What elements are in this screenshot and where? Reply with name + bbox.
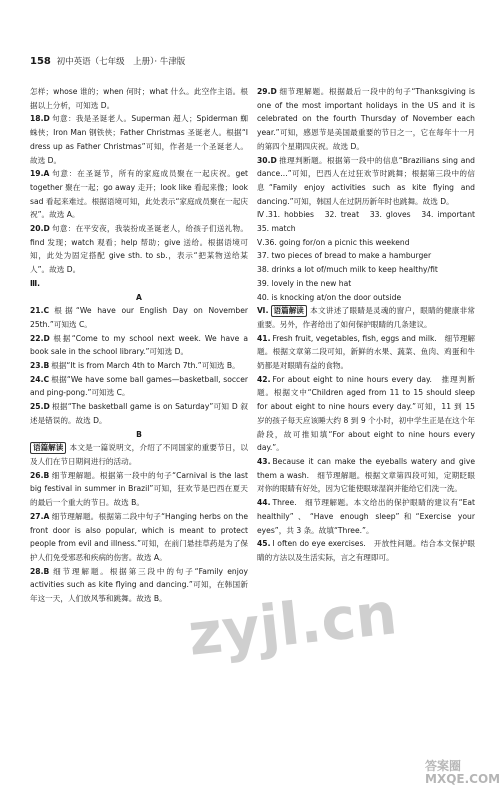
answer-item — [257, 455, 475, 496]
answer-item — [257, 496, 475, 537]
answer-item — [257, 373, 475, 455]
corner-watermark-logo — [425, 760, 500, 786]
answer-number: 18.D — [30, 114, 50, 124]
book-title: 初中英语（七年级 上册）· 牛津版 — [56, 57, 186, 67]
answer-item — [30, 400, 248, 427]
answer-item — [30, 469, 248, 510]
passage-summary — [30, 441, 248, 468]
passage-summary-text: 本文讲述了眼睛是灵魂的窗户，眼睛的健康非常重要。另外，作者给出了如何保护眼睛的几条建议。 — [257, 306, 476, 329]
answer-number: 44. — [257, 498, 271, 508]
answer-explanation: 句意：在圣诞节，所有的家庭成员聚在一起庆祝。get together 聚在一起；go away 走开；look like 看起来像；look sad 看起来难过。根据语境可知，此处表示“家庭成员聚在一起庆祝”。故选 A。 — [30, 169, 248, 220]
section-heading: A — [136, 292, 142, 302]
answer-line: 39. lovely in the new hat — [257, 278, 352, 288]
answer-explanation: Three. 细节理解题。本文给出的保护眼睛的建议有“Eat healthily”、“Have enough sleep”和“Exercise your eyes”，共 3 条。故填“Three.”。 — [257, 498, 475, 535]
answer-number: 27.A — [30, 511, 50, 521]
passage-summary-tag: 语篇解读 — [30, 442, 66, 454]
answer-number: 42. — [257, 374, 271, 384]
passage-summary-text: 本文是一篇说明文，介绍了不同国家的重要节日，以及人们在节日期间进行的活动。 — [30, 443, 248, 466]
answer-number: 20.D — [30, 224, 50, 234]
answer-item — [30, 167, 248, 222]
answer-number: 30.D — [257, 155, 277, 165]
answer-item — [30, 304, 248, 331]
section-heading: B — [136, 429, 142, 439]
answer-line: 38. drinks a lot of/much milk to keep healthy/fit — [257, 265, 438, 275]
answer-item — [30, 112, 248, 167]
answer-line: Ⅴ.36. going for/on a picnic this weekend — [257, 237, 410, 247]
answer-item — [30, 510, 248, 565]
answer-number: 19.A — [30, 169, 50, 179]
answer-item — [30, 359, 248, 373]
part-heading: Ⅲ. — [30, 278, 41, 288]
answer-explanation: 根据“We have our English Day on November 25th.”可知选 C。 — [30, 306, 248, 329]
part-heading: Ⅵ. — [257, 306, 269, 316]
answer-number: 24.C — [30, 374, 50, 384]
answer-number: 25.D — [30, 402, 50, 412]
answer-number: 41. — [257, 333, 271, 343]
answer-item — [257, 154, 475, 209]
answer-item — [257, 332, 475, 373]
answer-explanation: 句意：在平安夜，我装扮成圣诞老人，给孩子们送礼物。find 发现；watch 观看；help 帮助；give 送给。根据语境可知，此处为固定搭配 give sth. to sb.，表示“把某物送给某人”。故选 D。 — [30, 224, 248, 275]
page-header — [30, 55, 470, 69]
answer-item — [30, 222, 248, 277]
answer-number: 29.D — [257, 87, 277, 96]
answer-line: Ⅳ.31. hobbies 32. treat 33. gloves 34. important 35. match — [257, 210, 483, 234]
passage-summary — [257, 304, 475, 331]
answer-number: 45. — [257, 539, 271, 549]
answer-explanation: 根据“It is from March 4th to March 7th.”可知选 B。 — [51, 361, 240, 371]
answer-item — [30, 332, 248, 359]
answer-explanation: Fresh fruit, vegetables, fish, eggs and milk. 细节理解题。根据文章第二段可知，新鲜的水果、蔬菜、鱼肉、鸡蛋和牛奶都是对眼睛有益的食物。 — [257, 333, 475, 371]
passage-summary-tag: 语篇解读 — [271, 305, 307, 317]
answer-number: 43. — [257, 456, 271, 466]
watermark-text: zyjl.cn — [185, 579, 401, 669]
answer-number: 28.B — [30, 566, 50, 576]
answer-explanation: 根据“We have some ball games—basketball, soccer and ping-pong.”可知选 C。 — [30, 374, 248, 398]
answer-explanation: 根据“The basketball game is on Saturday”可知 D 叙述是错误的。故选 D。 — [30, 402, 248, 425]
answer-explanation: 推理判断题。根据第一段中的信息“Brazilians sing and dance…”可知，巴西人在过狂欢节时跳舞；根据第三段中的信息“Family enjoy activities such as kite flying and dancing.”可知，韩国人在过阴历新年时也跳舞。故选 D。 — [257, 155, 475, 206]
answer-number: 22.D — [30, 333, 50, 343]
answer-explanation: 根据“Come to my school next week. We have a book sale in the school library.”可知选 D。 — [30, 333, 248, 357]
answer-item — [30, 373, 248, 400]
answer-explanation: 细节理解题。根据最后一段中的句子“Thanksgiving is one of the most important holidays in the US and it is celebrated on the fourth Thursday of November each year.”可知，感恩节是美国最重要的节日之一，它在每年十一月的第四个星期四庆祝。故选 D。 — [257, 87, 475, 151]
answer-explanation: 细节理解题。根据第二段中句子“Hanging herbs on the front door is also popular, which is meant to protect people from evil and illness.”可知，在前门悬挂草药是为了保护人们免受邪恶和疾病的伤害。故选 A。 — [30, 511, 248, 562]
answer-line: 37. two pieces of bread to make a hamburger — [257, 251, 432, 261]
answer-number: 23.B — [30, 361, 50, 371]
answer-explanation: For about eight to nine hours every day. 推理判断题。根据文中“Children aged from 11 to 15 should sleep for about eight to nine hours every day.”可知，11 到 15 岁的孩子每天应该睡大约 8 到 9 个小时，初中学生正是在这个年龄段，故可推知填“For about eight to nine hours every day.”。 — [257, 374, 475, 453]
answer-explanation: 细节理解题。根据第一段中的句子“Carnival is the last big festival in summer in Brazil”可知，狂欢节是巴西在夏天的最后一个重大的节日。故选 B。 — [30, 470, 248, 508]
corner-watermark-line: 答案圈 — [425, 759, 462, 773]
left-answer-column — [30, 85, 248, 606]
answer-explanation: 句意：我是圣诞老人。Superman 超人；Spiderman 蜘蛛侠；Iron Man 钢铁侠；Father Christmas 圣诞老人。根据“I dress up as Father Christmas”可知，作者是一个圣诞老人。故选 D。 — [30, 114, 248, 165]
answer-number: 21.C — [30, 306, 50, 316]
answer-number: 26.B — [30, 470, 50, 480]
explanation-text: 怎样；whose 谁的；when 何时；what 什么。此空作主语。根据以上分析，可知选 D。 — [30, 87, 248, 110]
answer-line: 40. is knocking at/on the door outside — [257, 292, 402, 302]
answer-explanation: I often do eye exercises. 开放性问题。结合本文保护眼睛的方法以及生活实际，言之有理即可。 — [257, 539, 475, 562]
answer-item — [257, 85, 475, 154]
right-answer-column — [257, 85, 483, 565]
answer-explanation: Because it can make the eyeballs watery and give them a wash. 细节理解题。根据文章第四段可知，定期眨眼对你的眼睛有好处，因为它能使眼球湿润并能给它们洗一洗。 — [257, 456, 475, 494]
page-number: 158 — [30, 56, 51, 67]
answer-explanation: 细节理解题。根据第三段中的句子“Family enjoy activities such as kite flying and dancing.”可知，在韩国新年这一天，人们放风筝和跳舞。故选 B。 — [30, 566, 248, 604]
corner-watermark-line: MXQE.COM — [425, 772, 500, 786]
answer-item — [257, 537, 475, 564]
